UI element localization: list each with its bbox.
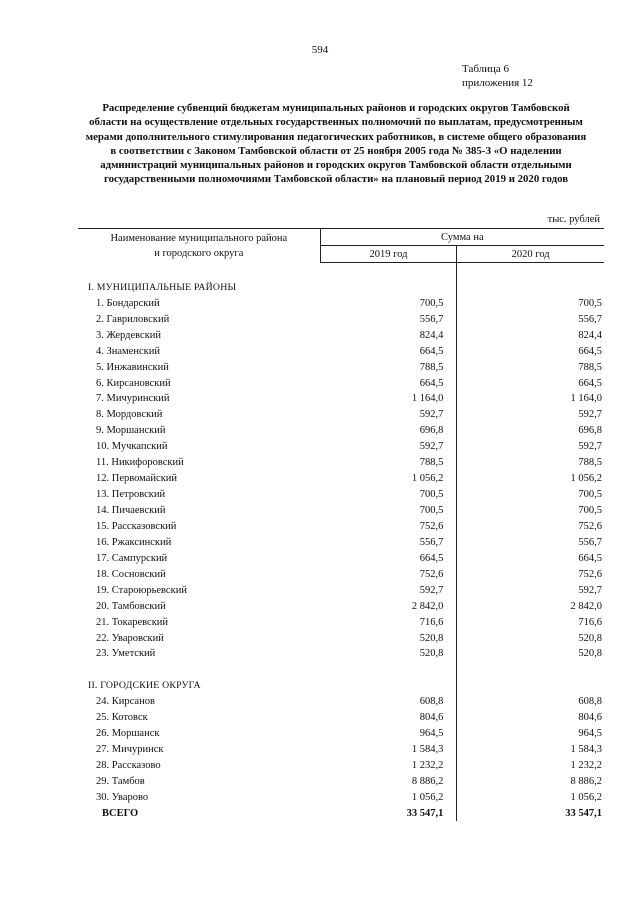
amount-2020: 804,6 (578, 712, 602, 724)
amount-2019: 1 232,2 (320, 757, 457, 773)
table-row (78, 470, 604, 486)
table-row (78, 741, 604, 757)
amount-2020: 788,5 (578, 361, 602, 373)
amount-2020: 2 842,0 (570, 600, 602, 612)
amount-2020: 556,7 (578, 313, 602, 325)
amount-2019: 824,4 (320, 327, 457, 343)
amount-2019: 520,8 (320, 646, 457, 662)
municipality-name: 13. Петровский (96, 489, 166, 501)
amount-2019: 964,5 (320, 725, 457, 741)
municipality-name: 27. Мичуринск (96, 744, 164, 756)
empty-cell (320, 279, 457, 295)
municipality-name: 8. Мордовский (96, 409, 163, 421)
table-row (78, 343, 604, 359)
amount-2019: 556,7 (320, 311, 457, 327)
total-label: ВСЕГО (102, 807, 139, 819)
name-header-line2: и городского округа (154, 247, 244, 259)
table-row (78, 566, 604, 582)
amount-2020: 592,7 (578, 441, 602, 453)
municipality-name: 14. Пичаевский (96, 505, 166, 516)
spacer-cell (457, 661, 604, 677)
municipality-name: 19. Староюрьевский (96, 584, 187, 596)
table-row (78, 598, 604, 614)
empty-cell (457, 677, 604, 693)
table-row (78, 486, 604, 502)
amount-2019: 592,7 (320, 582, 457, 598)
table-row (78, 550, 604, 566)
section-city-districts-title: II. ГОРОДСКИЕ ОКРУГА (88, 680, 201, 692)
amount-2019: 696,8 (320, 422, 457, 438)
name-column-header (78, 229, 320, 263)
municipality-name: 4. Знаменский (96, 345, 160, 357)
section-municipal-districts-heading-row (78, 279, 604, 295)
amount-2019: 608,8 (320, 693, 457, 709)
amount-2019: 716,6 (320, 614, 457, 630)
municipality-name: 17. Сампурский (96, 552, 168, 564)
table-row (78, 327, 604, 343)
amount-2020: 700,5 (578, 489, 602, 501)
year1-header: 2019 год (320, 246, 457, 263)
amount-2019: 1 164,0 (320, 391, 457, 407)
table-row (78, 311, 604, 327)
amount-2020: 556,7 (578, 536, 602, 548)
table-row (78, 295, 604, 311)
spacer-cell (457, 263, 604, 279)
appendix-reference: приложения 12 (462, 77, 533, 89)
municipality-name: 12. Первомайский (96, 473, 178, 485)
table-row (78, 406, 604, 422)
amount-2020: 696,8 (578, 425, 602, 437)
table-row (78, 614, 604, 630)
table-row (78, 709, 604, 725)
municipality-name: 9. Моршанский (96, 425, 166, 437)
table-row (78, 630, 604, 646)
name-header-line1: Наименование муниципального района (110, 232, 288, 244)
units-label: тыс. рублей (547, 214, 600, 225)
amount-2019: 752,6 (320, 566, 457, 582)
table-body (78, 263, 604, 821)
municipality-name: 5. Инжавинский (96, 361, 169, 373)
amount-2020: 1 056,2 (570, 473, 602, 485)
table-row (78, 438, 604, 454)
total-2019: 33 547,1 (320, 805, 457, 821)
amount-2019: 592,7 (320, 406, 457, 422)
amount-2020: 520,8 (578, 648, 602, 660)
amount-2020: 520,8 (578, 632, 602, 644)
section-city-districts-heading-row (78, 677, 604, 693)
municipality-name: 3. Жердевский (96, 329, 162, 341)
amount-2020: 788,5 (578, 457, 602, 469)
amount-2020: 716,6 (578, 616, 602, 628)
spacer-cell (78, 263, 320, 279)
municipality-name: 2. Гавриловский (96, 313, 170, 325)
year2-header: 2020 год (457, 246, 604, 263)
amount-2020: 592,7 (578, 409, 602, 421)
municipality-name: 10. Мучкапский (96, 441, 168, 453)
table-label (462, 62, 533, 90)
section-municipal-districts-title: I. МУНИЦИПАЛЬНЫЕ РАЙОНЫ (88, 281, 237, 293)
municipality-name: 1. Бондарский (96, 297, 160, 309)
amount-2020: 700,5 (578, 505, 602, 516)
spacer-row (78, 263, 604, 279)
table-row (78, 773, 604, 789)
subvention-table (78, 228, 604, 821)
amount-2019: 700,5 (320, 295, 457, 311)
amount-2020: 592,7 (578, 584, 602, 596)
municipality-name: 20. Тамбовский (96, 600, 166, 612)
municipality-name: 30. Уварово (96, 791, 149, 803)
table-number: Таблица 6 (462, 63, 510, 75)
total-row (78, 805, 604, 821)
page-number: 594 (311, 44, 329, 56)
spacer-cell (320, 263, 457, 279)
municipality-name: 24. Кирсанов (96, 696, 155, 708)
amount-2020: 824,4 (578, 329, 602, 341)
table-row (78, 582, 604, 598)
amount-2019: 556,7 (320, 534, 457, 550)
total-2020: 33 547,1 (565, 807, 602, 819)
spacer-cell (78, 661, 320, 677)
municipality-name: 16. Ржаксинский (96, 536, 172, 548)
table-row (78, 518, 604, 534)
amount-2019: 8 886,2 (320, 773, 457, 789)
amount-2019: 1 056,2 (320, 789, 457, 805)
municipality-name: 28. Рассказово (96, 760, 161, 771)
amount-2020: 964,5 (578, 728, 602, 740)
municipality-name: 18. Сосновский (96, 568, 166, 580)
spacer-row (78, 661, 604, 677)
amount-2019: 2 842,0 (320, 598, 457, 614)
amount-2019: 752,6 (320, 518, 457, 534)
amount-2019: 1 584,3 (320, 741, 457, 757)
municipality-name: 23. Уметский (96, 648, 156, 660)
amount-2019: 664,5 (320, 550, 457, 566)
municipality-name: 7. Мичуринский (96, 393, 170, 405)
amount-2019: 664,5 (320, 375, 457, 391)
table-header (78, 229, 604, 263)
municipality-name: 26. Моршанск (96, 728, 160, 740)
table-row (78, 422, 604, 438)
table-row (78, 359, 604, 375)
amount-2019: 1 056,2 (320, 470, 457, 486)
amount-2020: 700,5 (578, 297, 602, 309)
amount-2019: 700,5 (320, 486, 457, 502)
table-row (78, 693, 604, 709)
municipality-name: 29. Тамбов (96, 775, 145, 787)
empty-cell (320, 677, 457, 693)
amount-2020: 8 886,2 (570, 775, 602, 787)
amount-2019: 592,7 (320, 438, 457, 454)
amount-2020: 664,5 (578, 552, 602, 564)
amount-2020: 1 584,3 (570, 744, 602, 756)
amount-2020: 752,6 (578, 568, 602, 580)
amount-2020: 664,5 (578, 345, 602, 357)
table-row (78, 725, 604, 741)
amount-2019: 804,6 (320, 709, 457, 725)
municipality-name: 21. Токаревский (96, 616, 169, 628)
amount-2019: 700,5 (320, 502, 457, 518)
table-row (78, 646, 604, 662)
table-row (78, 375, 604, 391)
table-row (78, 757, 604, 773)
municipality-name: 25. Котовск (96, 712, 148, 724)
empty-cell (457, 279, 604, 295)
amount-2019: 520,8 (320, 630, 457, 646)
document-title: Распределение субвенций бюджетам муниципальных районов и городских округов Тамбовской области на осуществление отдельных государственных полномочий по выплатам, предусмотренным мерами дополнительного стимулирования педагогических работников, в системе общего образования в соответствии с Законом Тамбовской области от 25 ноября 2005 года № 385-З «О наделении администраций муниципальных районов и городских округов Тамбовской области отдельными государственными полномочиями Тамбовской области» на плановый период 2019 и 2020 годов (85, 102, 587, 186)
amount-2020: 608,8 (578, 696, 602, 708)
amount-2020: 1 164,0 (570, 393, 602, 405)
table-row (78, 391, 604, 407)
amount-2019: 788,5 (320, 359, 457, 375)
sum-header: Сумма на (320, 229, 604, 246)
municipality-name: 15. Рассказовский (96, 520, 177, 532)
amount-2020: 752,6 (578, 520, 602, 532)
amount-2020: 1 056,2 (570, 791, 602, 803)
table-row (78, 789, 604, 805)
spacer-cell (320, 661, 457, 677)
amount-2020: 664,5 (578, 377, 602, 389)
amount-2019: 788,5 (320, 454, 457, 470)
municipality-name: 22. Уваровский (96, 632, 164, 644)
municipality-name: 6. Кирсановский (96, 377, 171, 389)
amount-2020: 1 232,2 (570, 760, 602, 771)
table-row (78, 454, 604, 470)
table-row (78, 502, 604, 518)
amount-2019: 664,5 (320, 343, 457, 359)
municipality-name: 11. Никифоровский (96, 457, 184, 469)
table-row (78, 534, 604, 550)
